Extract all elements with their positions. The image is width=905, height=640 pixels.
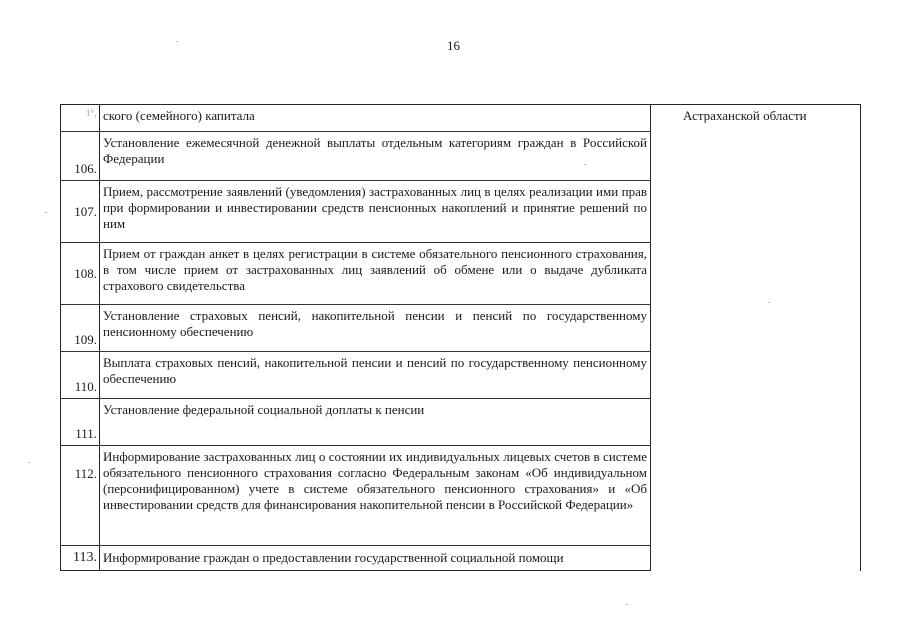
row-text: Выплата страховых пенсий, накопительной пенсии и пенсий по государственному пенсионному обеспечению xyxy=(100,352,651,399)
scan-speck xyxy=(768,302,770,303)
row-text: Установление федеральной социальной доплаты к пенсии xyxy=(100,399,651,446)
row-text: Прием от граждан анкет в целях регистрации в системе обязательного пенсионного страхования, в том числе прием от застрахованных лиц заявлений об обмене или о выдаче дубликата страхового свидетельства xyxy=(100,243,651,305)
page-number: 16 xyxy=(447,38,460,53)
row-number: 111. xyxy=(61,399,100,446)
scan-speck xyxy=(626,604,628,605)
region-cell xyxy=(651,105,861,571)
row-text: Установление ежемесячной денежной выплаты отдельным категориям граждан в Российской Федерации xyxy=(100,132,651,181)
table-row xyxy=(61,105,861,132)
scan-speck xyxy=(28,462,30,463)
row-number: 107. xyxy=(61,181,100,243)
scan-speck xyxy=(45,212,47,213)
scan-speck xyxy=(176,41,178,42)
row-number: 106. xyxy=(61,132,100,181)
row-number: 108. xyxy=(61,243,100,305)
row-number: 113. xyxy=(61,546,100,571)
region-label: Астраханской области xyxy=(683,108,807,123)
scan-speck xyxy=(584,164,586,165)
row-text: Установление страховых пенсий, накопительной пенсии и пенсий по государственному пенсионному обеспечению xyxy=(100,305,651,352)
services-table xyxy=(60,104,861,571)
row-number: 109. xyxy=(61,305,100,352)
row-text: Информирование застрахованных лиц о состоянии их индивидуальных лицевых счетов в системе обязательного пенсионного страхования согласно Федеральным законам «Об индивидуальном (персонифицированном) учете в системе обязательного пенсионного страхования» и «Об инвестировании средств для финансирования накопительной пенсии в Российской Федерации» xyxy=(100,446,651,546)
row-text: Информирование граждан о предоставлении государственной социальной помощи xyxy=(100,546,651,571)
row-text: ского (семейного) капитала xyxy=(100,105,651,132)
row-text: Прием, рассмотрение заявлений (уведомления) застрахованных лиц в целях реализации ими прав при формировании и инвестировании средств пенсионных накоплений и принятие решений по ним xyxy=(100,181,651,243)
row-number: 1°‚ xyxy=(61,105,100,132)
row-number: 110. xyxy=(61,352,100,399)
row-number: 112. xyxy=(61,446,100,546)
